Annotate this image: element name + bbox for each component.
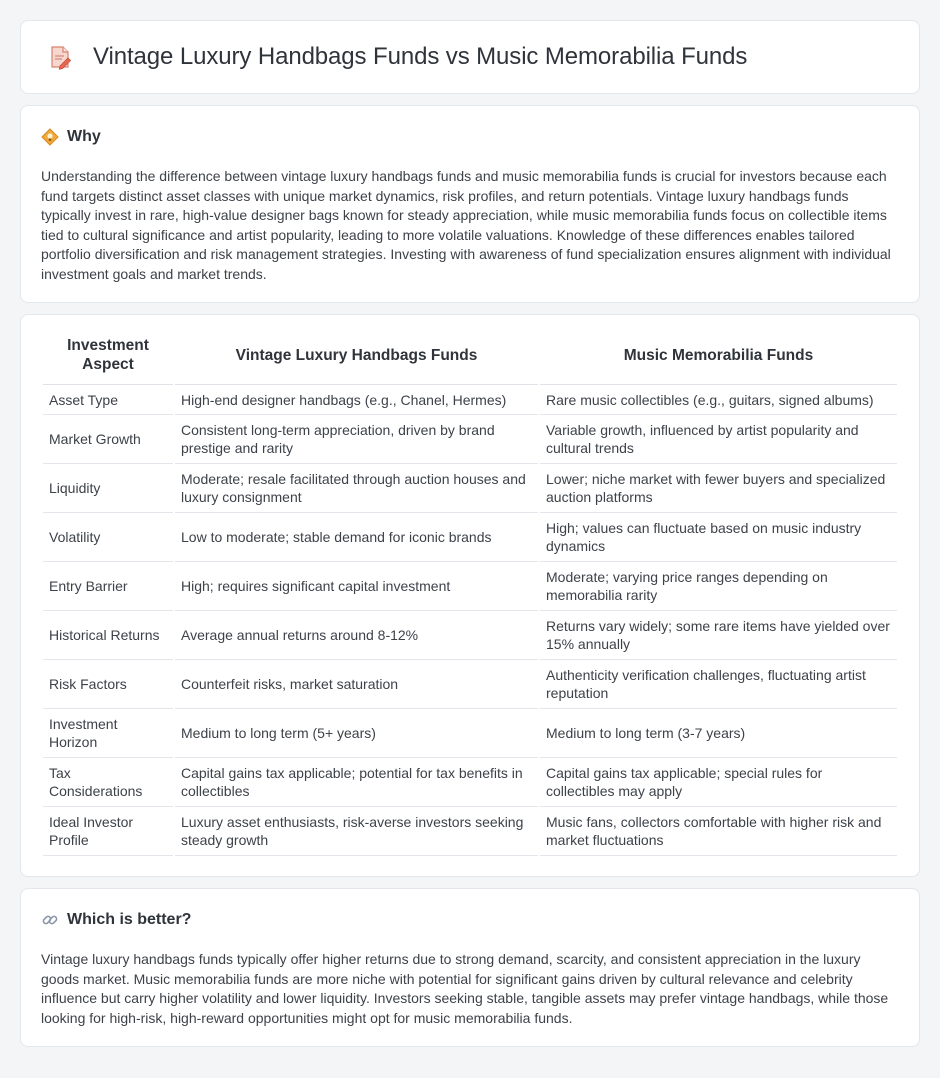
page-title: Vintage Luxury Handbags Funds vs Music Memorabilia Funds (93, 43, 748, 70)
table-cell: Volatility (43, 513, 173, 562)
better-heading (41, 911, 899, 929)
table-header-row (43, 336, 897, 385)
table-cell: Variable growth, influenced by artist popularity and cultural trends (540, 415, 897, 464)
table-cell: Lower; niche market with fewer buyers and specialized auction platforms (540, 464, 897, 513)
table-cell: Risk Factors (43, 660, 173, 709)
table-row (43, 709, 897, 758)
table-cell: Market Growth (43, 415, 173, 464)
better-heading-text: Which is better? (67, 911, 192, 928)
table-row (43, 611, 897, 660)
document-pencil-icon (47, 44, 73, 70)
table-row (43, 513, 897, 562)
why-heading (41, 128, 899, 146)
table-row (43, 464, 897, 513)
table-cell: Low to moderate; stable demand for iconic brands (175, 513, 538, 562)
table-cell: Moderate; resale facilitated through auction houses and luxury consignment (175, 464, 538, 513)
table-cell: Ideal Investor Profile (43, 807, 173, 856)
better-paragraph: Vintage luxury handbags funds typically offer higher returns due to strong demand, scarcity, and consistent appreciation in the luxury goods market. Music memorabilia funds are more niche with potential for significant gains driven by cultural relevance and celebrity influence but carry higher volatility and lower liquidity. Investors seeking stable, tangible assets may prefer vintage handbags, while those looking for high-risk, high-reward opportunities might opt for music memorabilia funds. (41, 951, 889, 1026)
table-cell: Liquidity (43, 464, 173, 513)
table-cell: Average annual returns around 8-12% (175, 611, 538, 660)
table-cell: Luxury asset enthusiasts, risk-averse investors seeking steady growth (175, 807, 538, 856)
which-is-better-section (20, 888, 920, 1047)
table-cell: Capital gains tax applicable; potential for tax benefits in collectibles (175, 758, 538, 807)
table-cell: High-end designer handbags (e.g., Chanel, Hermes) (175, 385, 538, 415)
table-cell: Music fans, collectors comfortable with higher risk and market fluctuations (540, 807, 897, 856)
table-cell: Returns vary widely; some rare items have yielded over 15% annually (540, 611, 897, 660)
table-row (43, 807, 897, 856)
table-cell: Rare music collectibles (e.g., guitars, signed albums) (540, 385, 897, 415)
table-cell: Historical Returns (43, 611, 173, 660)
diamond-bulb-icon (41, 128, 59, 146)
table-row (43, 385, 897, 415)
link-icon (41, 911, 59, 929)
table-cell: Consistent long-term appreciation, driven by brand prestige and rarity (175, 415, 538, 464)
column-header: Vintage Luxury Handbags Funds (175, 336, 538, 385)
table-row (43, 758, 897, 807)
why-heading-text: Why (67, 128, 101, 145)
table-cell: Moderate; varying price ranges depending on memorabilia rarity (540, 562, 897, 611)
table-row (43, 562, 897, 611)
why-paragraph: Understanding the difference between vintage luxury handbags funds and music memorabilia funds is crucial for investors because each fund targets distinct asset classes with unique market dynamics, risk profiles, and return potentials. Vintage luxury handbags funds typically invest in rare, high-value designer bags known for steady appreciation, while music memorabilia funds focus on collectible items tied to cultural significance and artist popularity, leading to more volatile valuations. Knowledge of these differences enables tailored portfolio diversification and risk management strategies. Investing with awareness of fund specialization ensures alignment with individual investment goals and market trends. (41, 168, 891, 282)
table-row (43, 660, 897, 709)
header-card (20, 20, 920, 94)
table-cell: Tax Considerations (43, 758, 173, 807)
comparison-table (41, 336, 899, 856)
table-cell: Counterfeit risks, market saturation (175, 660, 538, 709)
column-header: Music Memorabilia Funds (540, 336, 897, 385)
table-row (43, 415, 897, 464)
table-cell: Investment Horizon (43, 709, 173, 758)
table-cell: Medium to long term (5+ years) (175, 709, 538, 758)
table-cell: Entry Barrier (43, 562, 173, 611)
table-cell: Authenticity verification challenges, fluctuating artist reputation (540, 660, 897, 709)
table-cell: Asset Type (43, 385, 173, 415)
comparison-table-card (20, 314, 920, 877)
table-cell: Medium to long term (3-7 years) (540, 709, 897, 758)
table-cell: Capital gains tax applicable; special rules for collectibles may apply (540, 758, 897, 807)
column-header: Investment Aspect (43, 336, 173, 385)
table-cell: High; values can fluctuate based on music industry dynamics (540, 513, 897, 562)
table-cell: High; requires significant capital investment (175, 562, 538, 611)
why-section (20, 105, 920, 303)
